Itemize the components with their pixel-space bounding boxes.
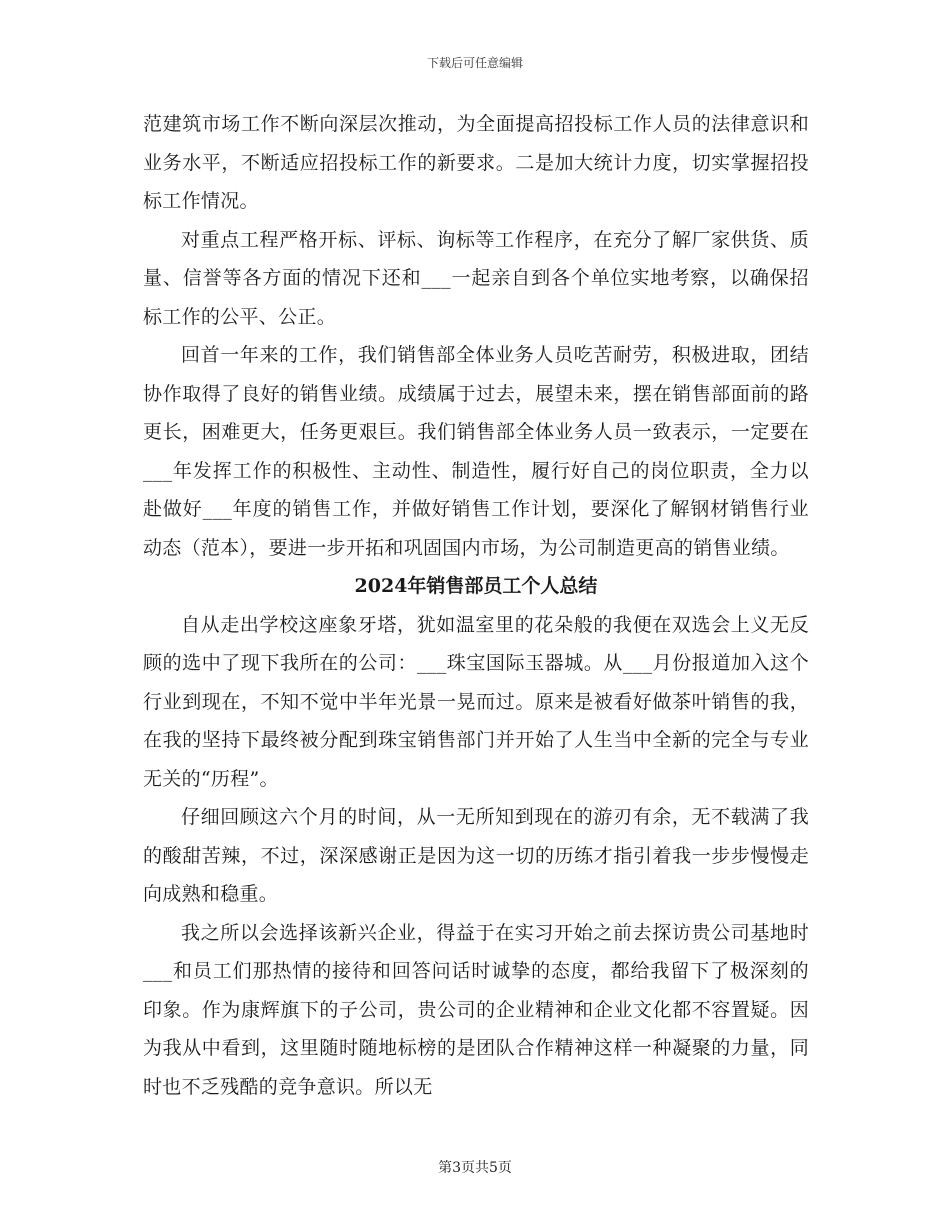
page-header: 下载后可任意编辑	[426, 56, 523, 70]
page-number: 第3页共5页	[438, 1160, 512, 1176]
section-title: 2024年销售部员工个人总结	[354, 575, 598, 597]
paragraph-4: 自从走出学校这座象牙塔，犹如温室里的花朵般的我便在双选会上义无反顾的选中了现下我所在的公司：___珠宝国际玉器城。从___月份报道加入这个行业到现在，不知不觉中半年光景一晃而过。原来是被看好做茶叶销售的我，在我的坚持下最终被分配到珠宝销售部门并开始了人生当中全新的完全与专业无关的“历程”。	[143, 613, 809, 790]
paragraph-1: 范建筑市场工作不断向深层次推动，为全面提高招投标工作人员的法律意识和业务水平，不断适应招投标工作的新要求。二是加大统计力度，切实掌握招投标工作情况。	[143, 113, 809, 212]
paragraph-3: 回首一年来的工作，我们销售部全体业务人员吃苦耐劳，积极进取，团结协作取得了良好的销售业绩。成绩属于过去，展望未来，摆在销售部面前的路更长，困难更大，任务更艰巨。我们销售部全体业务人员一致表示，一定要在___年发挥工作的积极性、主动性、制造性，履行好自己的岗位职责，全力以赴做好___年度的销售工作，并做好销售工作计划，要深化了解钢材销售行业动态（范本），要进一步开拓和巩固国内市场，为公司制造更高的销售业绩。	[143, 344, 809, 559]
paragraph-6: 我之所以会选择该新兴企业，得益于在实习开始之前去探访贵公司基地时___和员工们那热情的接待和回答问话时诚挚的态度，都给我留下了极深刻的印象。作为康辉旗下的子公司，贵公司的企业精神和企业文化都不容置疑。因为我从中看到，这里随时随地标榜的是团队合作精神这样一种凝聚的力量，同时也不乏残酷的竞争意识。所以无	[143, 921, 809, 1098]
paragraph-2: 对重点工程严格开标、评标、询标等工作程序，在充分了解厂家供货、质量、信誉等各方面的情况下还和___一起亲自到各个单位实地考察，以确保招标工作的公平、公正。	[143, 228, 809, 328]
document-body	[143, 105, 809, 1106]
paragraph-5: 仔细回顾这六个月的时间，从一无所知到现在的游刃有余，无不载满了我的酸甜苦辣，不过，深深感谢正是因为这一切的历练才指引着我一步步慢慢走向成熟和稳重。	[143, 806, 809, 905]
